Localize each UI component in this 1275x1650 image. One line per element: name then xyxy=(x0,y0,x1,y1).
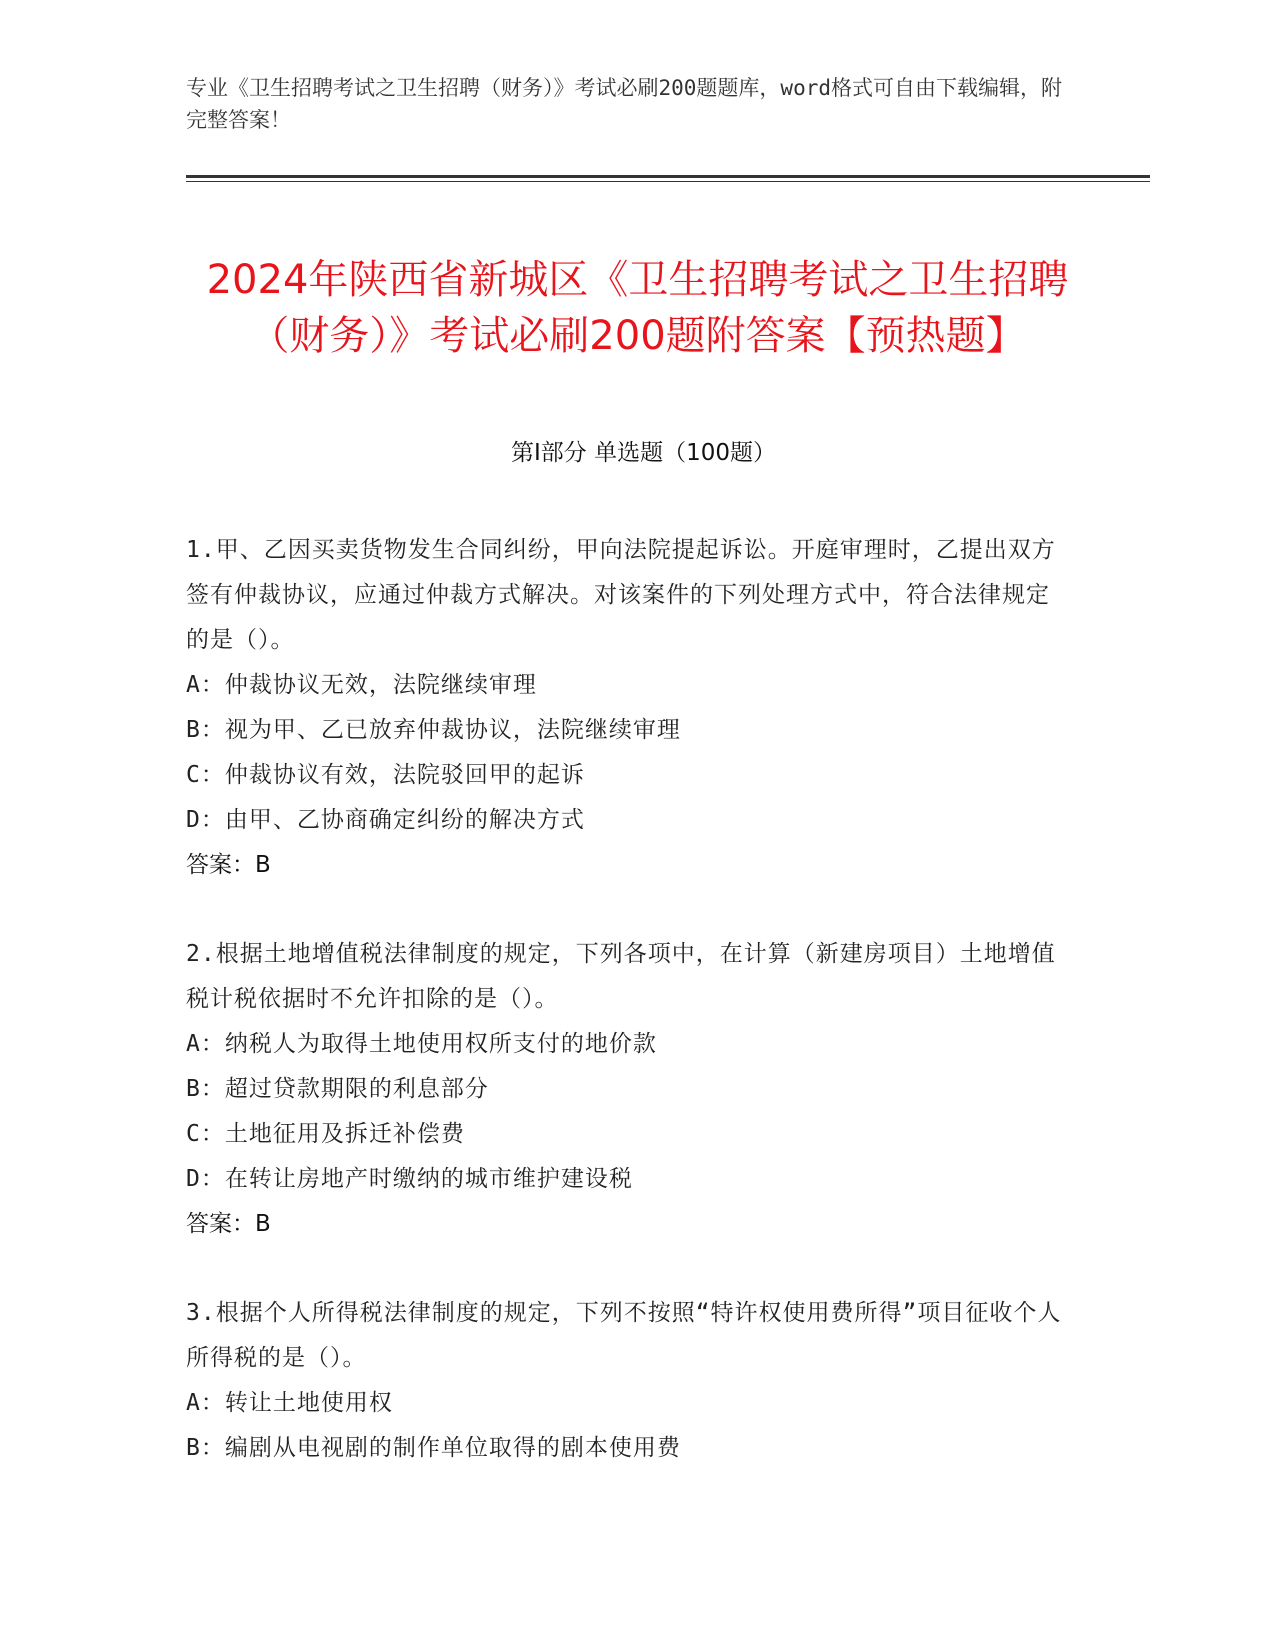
question-stem: 2.根据土地增值税法律制度的规定，下列各项中，在计算（新建房项目）土地增值税计税依据时不允许扣除的是（）。 xyxy=(186,941,1056,1012)
question-3 xyxy=(186,1291,1071,1471)
question-1 xyxy=(186,528,1071,888)
option-c: C：仲裁协议有效，法院驳回甲的起诉 xyxy=(186,762,585,788)
answer: 答案：B xyxy=(186,1211,271,1237)
section-title: 第Ⅰ部分 单选题（100题） xyxy=(511,440,776,466)
question-stem: 1.甲、乙因买卖货物发生合同纠纷，甲向法院提起诉讼。开庭审理时，乙提出双方签有仲裁协议，应通过仲裁方式解决。对该案件的下列处理方式中，符合法律规定的是（）。 xyxy=(186,537,1056,653)
question-2 xyxy=(186,932,1071,1247)
option-a: A：转让土地使用权 xyxy=(186,1390,393,1416)
header-divider xyxy=(186,175,1150,178)
option-c: C：土地征用及拆迁补偿费 xyxy=(186,1121,465,1147)
answer: 答案：B xyxy=(186,852,271,878)
question-stem: 3.根据个人所得税法律制度的规定，下列不按照“特许权使用费所得”项目征收个人所得税的是（）。 xyxy=(186,1300,1062,1371)
question-list xyxy=(186,528,1071,1515)
option-b: B：超过贷款期限的利息部分 xyxy=(186,1076,489,1102)
option-d: D：由甲、乙协商确定纠纷的解决方式 xyxy=(186,807,585,833)
header-divider-thin xyxy=(186,181,1150,182)
header-note: 专业《卫生招聘考试之卫生招聘（财务）》考试必刷200题题库，word格式可自由下载编辑，附完整答案！ xyxy=(186,76,1062,132)
option-a: A：仲裁协议无效，法院继续审理 xyxy=(186,672,537,698)
option-a: A：纳税人为取得土地使用权所支付的地价款 xyxy=(186,1031,657,1057)
document-title: 2024年陕西省新城区《卫生招聘考试之卫生招聘（财务）》考试必刷200题附答案【预热题】 xyxy=(206,256,1069,359)
option-b: B：视为甲、乙已放弃仲裁协议，法院继续审理 xyxy=(186,717,681,743)
option-b: B：编剧从电视剧的制作单位取得的剧本使用费 xyxy=(186,1435,681,1461)
option-d: D：在转让房地产时缴纳的城市维护建设税 xyxy=(186,1166,633,1192)
